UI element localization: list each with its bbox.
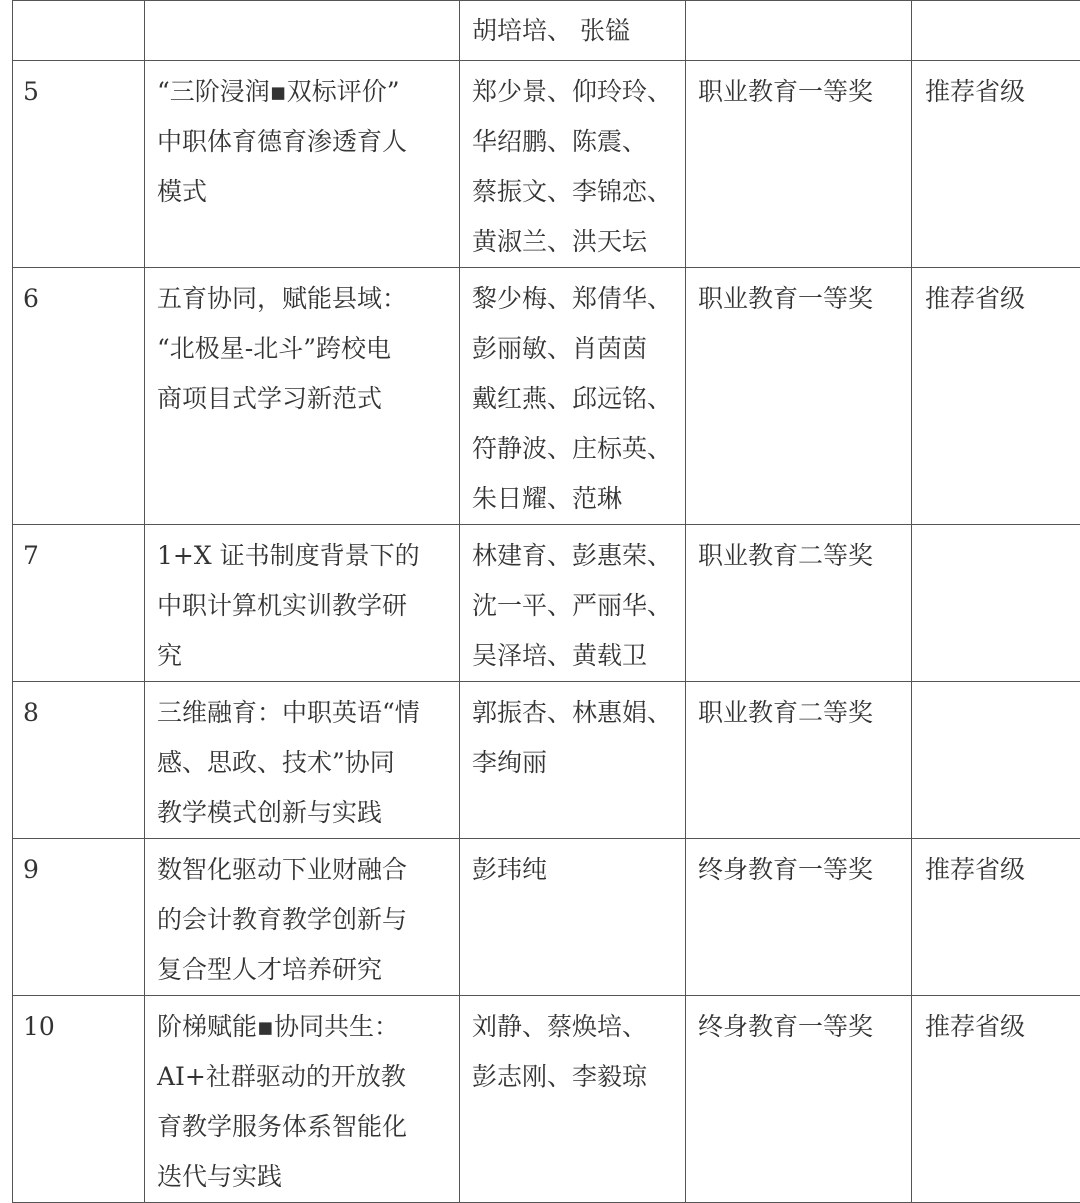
title-line: 中职体育德育渗透育人: [157, 117, 459, 167]
cell-award: [686, 1, 912, 61]
cell-people: [460, 1, 686, 61]
people-line: 黎少梅、郑倩华、: [472, 274, 685, 324]
table-row: [13, 996, 1080, 1203]
cell-title: [145, 839, 460, 996]
cell-award: [686, 682, 912, 839]
title-line: 数智化驱动下业财融合: [157, 845, 459, 895]
people-line: 黄淑兰、洪天坛: [472, 217, 685, 267]
award-level: 职业教育二等奖: [698, 531, 911, 581]
people-line: 郑少景、仰玲玲、: [472, 67, 685, 117]
people-line: 彭志刚、李毅琼: [472, 1052, 685, 1102]
cell-people: [460, 839, 686, 996]
cell-number: [13, 525, 145, 682]
cell-award: [686, 61, 912, 268]
title-line: 究: [157, 631, 459, 681]
people-line: 刘静、蔡焕培、: [472, 1002, 685, 1052]
cell-recommend: [912, 1, 1080, 61]
cell-award: [686, 268, 912, 525]
row-number: 6: [23, 274, 144, 324]
cell-title: [145, 61, 460, 268]
people-line: 郭振杏、林惠娟、: [472, 688, 685, 738]
people-line: 李绚丽: [472, 738, 685, 788]
recommend-level: 推荐省级: [925, 845, 1080, 895]
people-line: 沈一平、严丽华、: [472, 581, 685, 631]
title-line: 感、思政、技术”协同: [157, 738, 459, 788]
cell-number: [13, 996, 145, 1203]
people-line: 华绍鹏、陈震、: [472, 117, 685, 167]
row-number: 7: [23, 531, 144, 581]
cell-recommend: [912, 682, 1080, 839]
title-line: 教学模式创新与实践: [157, 788, 459, 838]
title-line: 三维融育：中职英语“情: [157, 688, 459, 738]
table-row: [13, 61, 1080, 268]
cell-people: [460, 682, 686, 839]
people-line: 胡培培、 张镒: [472, 6, 685, 56]
award-level: 终身教育一等奖: [698, 845, 911, 895]
cell-title: [145, 682, 460, 839]
title-line: 五育协同，赋能县域：: [157, 274, 459, 324]
cell-award: [686, 839, 912, 996]
row-number: 9: [23, 845, 144, 895]
people-line: 彭玮纯: [472, 845, 685, 895]
cell-award: [686, 525, 912, 682]
award-level: 终身教育一等奖: [698, 1002, 911, 1052]
cell-recommend: [912, 525, 1080, 682]
table-row: [13, 525, 1080, 682]
people-line: 彭丽敏、肖茵茵: [472, 324, 685, 374]
cell-award: [686, 996, 912, 1203]
people-line: 吴泽培、黄载卫: [472, 631, 685, 681]
recommend-level: 推荐省级: [925, 274, 1080, 324]
cell-number: [13, 61, 145, 268]
cell-people: [460, 268, 686, 525]
row-number: 5: [23, 67, 144, 117]
title-line: 商项目式学习新范式: [157, 374, 459, 424]
title-line: 阶梯赋能▪协同共生：: [157, 1002, 459, 1052]
table-row: [13, 268, 1080, 525]
people-line: 戴红燕、邱远铭、: [472, 374, 685, 424]
title-line: 迭代与实践: [157, 1152, 459, 1202]
cell-recommend: [912, 61, 1080, 268]
recommend-level: [925, 531, 1080, 581]
cell-title: [145, 525, 460, 682]
table-row: [13, 839, 1080, 996]
people-line: 朱日耀、范琳: [472, 474, 685, 524]
title-line: 1+X 证书制度背景下的: [157, 531, 459, 581]
table-row: [13, 682, 1080, 839]
title-line: 模式: [157, 167, 459, 217]
cell-people: [460, 61, 686, 268]
people-line: 符静波、庄标英、: [472, 424, 685, 474]
cell-recommend: [912, 268, 1080, 525]
title-line: 的会计教育教学创新与: [157, 895, 459, 945]
row-number: 8: [23, 688, 144, 738]
cell-number: [13, 1, 145, 61]
people-line: 蔡振文、李锦恋、: [472, 167, 685, 217]
award-level: 职业教育一等奖: [698, 274, 911, 324]
cell-number: [13, 682, 145, 839]
cell-title: [145, 1, 460, 61]
title-line: AI+社群驱动的开放教: [157, 1052, 459, 1102]
title-line: “三阶浸润▪双标评价”: [157, 67, 459, 117]
row-number: 10: [23, 1002, 144, 1052]
title-line: 复合型人才培养研究: [157, 945, 459, 995]
cell-people: [460, 525, 686, 682]
title-line: 育教学服务体系智能化: [157, 1102, 459, 1152]
cell-recommend: [912, 839, 1080, 996]
cell-title: [145, 268, 460, 525]
cell-recommend: [912, 996, 1080, 1203]
cell-people: [460, 996, 686, 1203]
title-line: 中职计算机实训教学研: [157, 581, 459, 631]
award-level: 职业教育二等奖: [698, 688, 911, 738]
award-level: 职业教育一等奖: [698, 67, 911, 117]
title-line: “北极星-北斗”跨校电: [157, 324, 459, 374]
table-row: [13, 1, 1080, 61]
cell-title: [145, 996, 460, 1203]
recommend-level: 推荐省级: [925, 67, 1080, 117]
recommend-level: 推荐省级: [925, 1002, 1080, 1052]
cell-number: [13, 268, 145, 525]
cell-number: [13, 839, 145, 996]
people-line: 林建育、彭惠荣、: [472, 531, 685, 581]
recommend-level: [925, 688, 1080, 738]
awards-table: [12, 0, 1080, 1203]
